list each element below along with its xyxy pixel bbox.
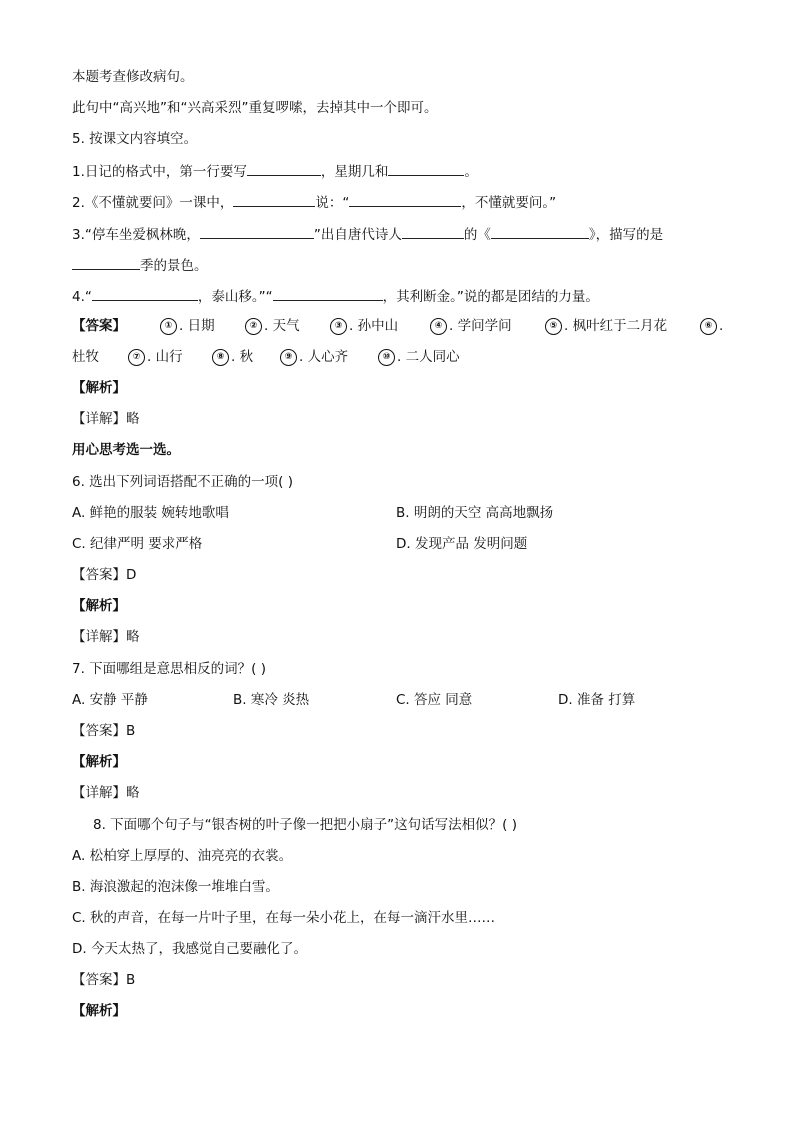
answer-text: . 孙中山: [349, 318, 399, 334]
answer-text: . 人心齐: [299, 349, 349, 365]
blank-line: [92, 286, 198, 301]
q5-title: 5. 按课文内容填空。: [72, 131, 198, 147]
q6-answer: 【答案】D: [72, 567, 137, 583]
intro-line-2: 此句中“高兴地”和“兴高采烈”重复啰嗦，去掉其中一个即可。: [72, 100, 438, 116]
q6-title: 6. 选出下列词语搭配不正确的一项( ): [72, 474, 293, 490]
q8-answer: 【答案】B: [72, 972, 136, 988]
q5-s3-part-c: 的《: [463, 227, 491, 243]
q7-detail: 【详解】略: [72, 785, 140, 801]
intro-line-1: 本题考查修改病句。: [72, 69, 194, 85]
q5-s2-part-c: ，不懂就要问。”: [461, 195, 557, 211]
q7-option-c: C. 答应 同意: [396, 692, 473, 708]
blank-line: [388, 161, 464, 176]
answer-item-3: [330, 317, 398, 335]
answer-text: .: [719, 318, 724, 334]
answer-item-6-cont: 杜牧: [72, 349, 99, 365]
circled-number: ⑧: [212, 349, 229, 366]
q5-s2-part-b: 说：“: [315, 195, 350, 211]
q5-s1-part-a: 1.日记的格式中，第一行要写: [72, 164, 247, 180]
q5-sentence-4: [72, 286, 599, 306]
answer-text: . 学问学问: [449, 318, 512, 334]
q5-s4-part-c: ，其利断金。”说的都是团结的力量。: [382, 289, 599, 305]
q6-option-c: C. 纪律严明 要求严格: [72, 536, 203, 552]
answer-text: . 天气: [264, 318, 300, 334]
answer-item-5: [545, 317, 667, 335]
blank-line: [402, 224, 464, 239]
q6-option-b: B. 明朗的天空 高高地飘扬: [396, 505, 554, 521]
q5-s1-part-b: ，星期几和: [320, 164, 389, 180]
q5-s3-part-d: 》，描写的是: [588, 227, 664, 243]
blank-line: [72, 255, 140, 270]
q7-option-b: B. 寒冷 炎热: [233, 692, 310, 708]
answer-item-6: [700, 317, 723, 335]
circled-number: ⑨: [280, 349, 297, 366]
answer-item-8: [212, 348, 253, 366]
q7-analysis-label: 【解析】: [72, 754, 126, 770]
q8-title: 8. 下面哪个句子与“银杏树的叶子像一把把小扇子”这句话写法相似？( ): [93, 817, 517, 833]
q5-s4-part-a: 4.“: [72, 289, 92, 305]
circled-number: ⑩: [378, 349, 395, 366]
q5-s2-part-a: 2.《不懂就要问》一课中，: [72, 195, 234, 211]
answer-item-4: [430, 317, 512, 335]
q8-option-c: C. 秋的声音，在每一片叶子里，在每一朵小花上，在每一滴汗水里……: [72, 910, 496, 926]
q6-analysis-label: 【解析】: [72, 598, 126, 614]
section-heading: 用心思考选一选。: [72, 442, 180, 458]
q5-sentence-1: [72, 161, 478, 181]
answer-item-7: [128, 348, 183, 366]
q6-detail: 【详解】略: [72, 629, 140, 645]
answer-item-10: [378, 348, 460, 366]
q5-s1-part-c: 。: [464, 164, 478, 180]
blank-line: [273, 286, 383, 301]
answer-text: . 秋: [231, 349, 254, 365]
q5-sentence-3: [72, 224, 663, 244]
answer-text: . 二人同心: [397, 349, 460, 365]
answer-item-9: [280, 348, 348, 366]
circled-number: ⑤: [545, 318, 562, 335]
answer-label: 【答案】: [72, 318, 126, 334]
q5-s3-part-e: 季的景色。: [140, 258, 208, 274]
q5-s3-part-b: ”出自唐代诗人: [313, 227, 402, 243]
q5-s3-part-a: 3.“停车坐爱枫林晚，: [72, 227, 200, 243]
q7-answer: 【答案】B: [72, 723, 136, 739]
q8-option-d: D. 今天太热了，我感觉自己要融化了。: [72, 941, 307, 957]
q7-title: 7. 下面哪组是意思相反的词？( ): [72, 661, 266, 677]
detail-line: 【详解】略: [72, 411, 140, 427]
circled-number: ①: [160, 318, 177, 335]
q5-sentence-2: [72, 192, 556, 212]
answer-text: . 日期: [179, 318, 215, 334]
q6-option-a: A. 鲜艳的服装 婉转地歌唱: [72, 505, 229, 521]
q5-s4-part-b: ，泰山移。”“: [197, 289, 273, 305]
q8-option-a: A. 松柏穿上厚厚的、油亮亮的衣裳。: [72, 848, 293, 864]
q7-option-a: A. 安静 平静: [72, 692, 148, 708]
circled-number: ⑥: [700, 318, 717, 335]
q8-analysis-label: 【解析】: [72, 1003, 126, 1019]
answer-item-2: [245, 317, 300, 335]
circled-number: ②: [245, 318, 262, 335]
analysis-label: 【解析】: [72, 380, 126, 396]
blank-line: [200, 224, 314, 239]
blank-line: [233, 192, 315, 207]
answer-text: . 山行: [147, 349, 183, 365]
q7-option-d: D. 准备 打算: [558, 692, 636, 708]
circled-number: ⑦: [128, 349, 145, 366]
circled-number: ③: [330, 318, 347, 335]
circled-number: ④: [430, 318, 447, 335]
blank-line: [247, 161, 321, 176]
answer-text: . 枫叶红于二月花: [564, 318, 668, 334]
q6-option-d: D. 发现产品 发明问题: [396, 536, 528, 552]
blank-line: [349, 192, 461, 207]
q5-sentence-3-cont: [72, 255, 208, 275]
q8-option-b: B. 海浪激起的泡沫像一堆堆白雪。: [72, 879, 279, 895]
answer-item-1: [160, 317, 215, 335]
blank-line: [491, 224, 589, 239]
